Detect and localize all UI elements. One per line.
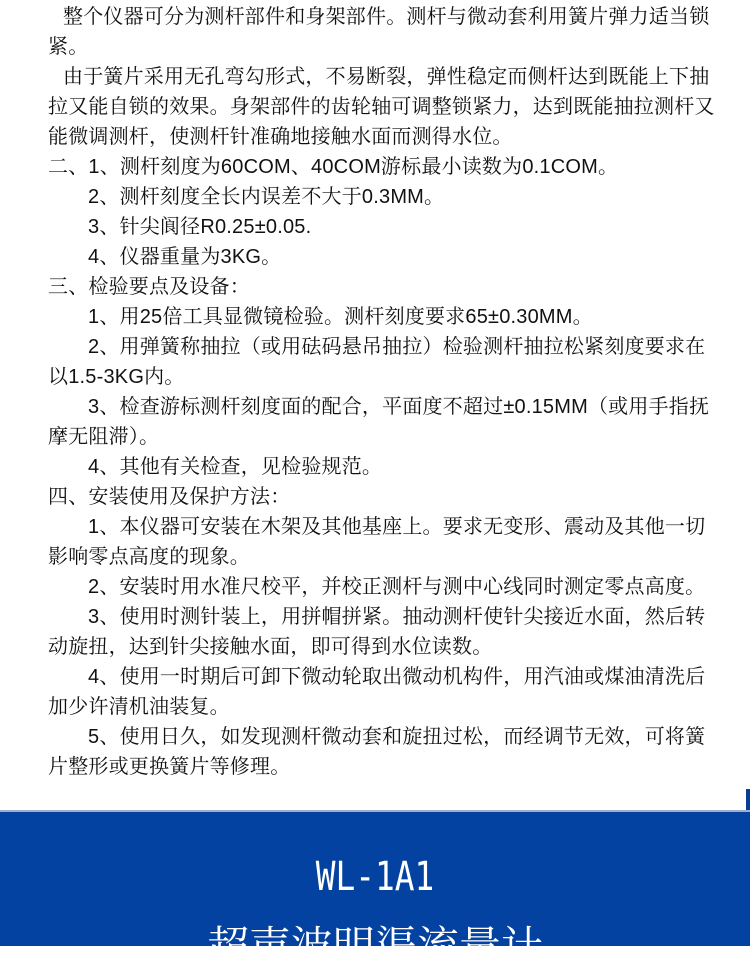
text-line: 由于簧片采用无孔弯勾形式，不易断裂，弹性稳定而侧杆达到既能上下抽 bbox=[63, 66, 710, 88]
text-line: 二、1、测杆刻度为60COM、40COM游标最小读数为0.1COM。 bbox=[48, 156, 619, 178]
text-line: 1、用25倍工具显微镜检验。测杆刻度要求65±0.30MM。 bbox=[88, 306, 593, 328]
text-line: 4、使用一时期后可卸下微动轮取出微动机构件，用汽油或煤油清洗后 bbox=[88, 666, 706, 688]
text-line: 2、测杆刻度全长内误差不大于0.3MM。 bbox=[88, 186, 445, 208]
text-line: 3、使用时测针装上，用拼帽拼紧。抽动测杆使针尖接近水面，然后转 bbox=[88, 606, 706, 628]
text-line: 4、其他有关检查，见检验规范。 bbox=[88, 456, 383, 478]
text-line: 动旋扭，达到针尖接触水面，即可得到水位读数。 bbox=[48, 636, 493, 658]
text-line: 2、用弹簧称抽拉（或用砝码悬吊抽拉）检验测杆抽拉松紧刻度要求在 bbox=[88, 336, 706, 358]
text-line: 5、使用日久，如发现测杆微动套和旋扭过松，而经调节无效，可将簧 bbox=[88, 726, 706, 748]
text-line: 拉又能自锁的效果。身架部件的齿轮轴可调整锁紧力，达到既能抽拉测杆又 bbox=[48, 96, 715, 118]
page-edge-mark bbox=[746, 789, 750, 812]
text-line: 以1.5-3KG内。 bbox=[48, 366, 185, 388]
text-line: 2、安装时用水准尺校平，并校正测杆与测中心线同时测定零点高度。 bbox=[88, 576, 706, 598]
footer-banner bbox=[0, 810, 750, 970]
text-line: 加少许清机油装复。 bbox=[48, 696, 230, 718]
document-text bbox=[48, 2, 720, 782]
text-line: 影响零点高度的现象。 bbox=[48, 546, 250, 568]
text-line: 能微调测杆，使测杆针准确地接触水面而测得水位。 bbox=[48, 126, 513, 148]
text-line: 三、检验要点及设备： bbox=[48, 276, 250, 298]
text-line: 摩无阻滞）。 bbox=[48, 426, 160, 448]
text-line: 3、针尖阆径R0.25±0.05. bbox=[88, 216, 312, 238]
text-line: 四、安装使用及保护方法： bbox=[48, 486, 291, 508]
product-name: 超声波明渠流量计 bbox=[206, 923, 543, 970]
text-line: 片整形或更换簧片等修理。 bbox=[48, 756, 291, 778]
model-number: WL-1A1 bbox=[315, 854, 435, 900]
text-line: 4、仪器重量为3KG。 bbox=[88, 246, 282, 268]
text-line: 紧。 bbox=[48, 36, 89, 58]
text-line: 1、本仪器可安装在木架及其他基座上。要求无变形、震动及其他一切 bbox=[88, 516, 706, 538]
text-line: 3、检查游标测杆刻度面的配合，平面度不超过±0.15MM（或用手指抚 bbox=[88, 396, 710, 418]
text-line: 整个仪器可分为测杆部件和身架部件。测杆与微动套利用簧片弹力适当锁 bbox=[63, 6, 710, 28]
